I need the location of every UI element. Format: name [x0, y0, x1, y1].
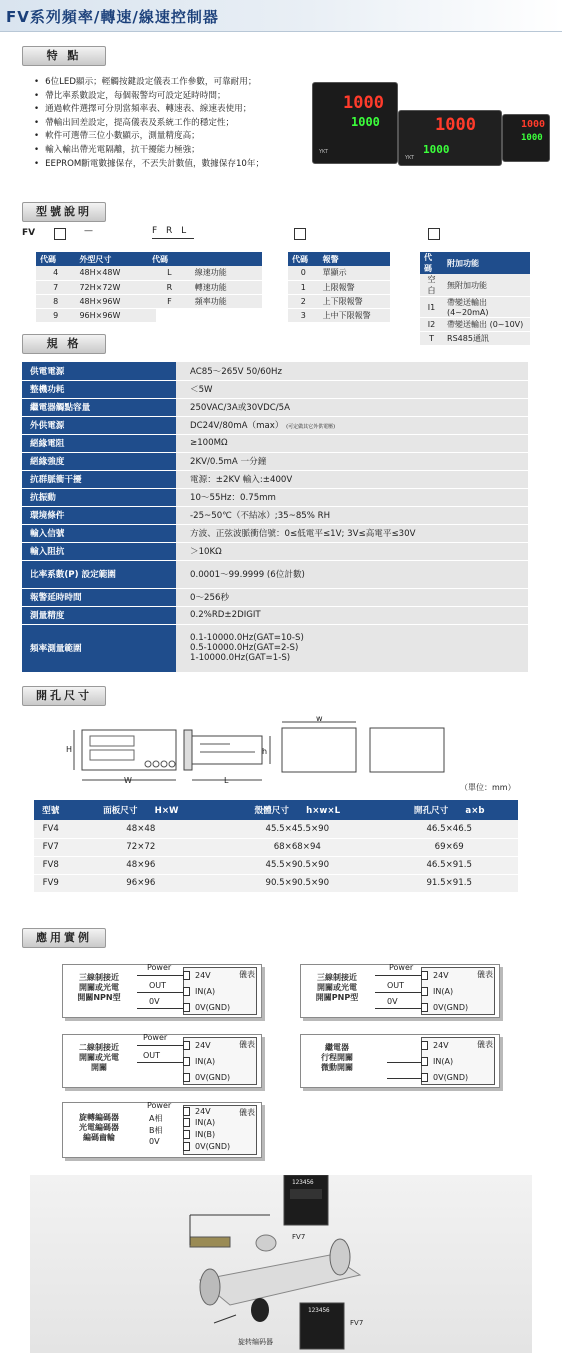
fv7-label-top: FV7	[292, 1233, 306, 1241]
spec-value	[176, 452, 528, 470]
feature-item: • 帶比率系數設定，每個報警均可設定延時時間；	[34, 90, 314, 104]
table-cell: 48×48	[67, 820, 214, 838]
spec-value	[176, 542, 528, 560]
table-row	[288, 280, 390, 294]
table-cell: R	[148, 280, 191, 294]
dim-label-h: h	[262, 747, 268, 756]
table-row	[36, 294, 156, 308]
meter-label: 儀表	[239, 1108, 255, 1117]
table-cell: 72×72	[67, 838, 214, 856]
section-model-title: 型號說明	[22, 202, 106, 222]
power-label: Power	[147, 1101, 172, 1110]
spec-row	[22, 452, 528, 470]
ov-label: 0V	[387, 997, 398, 1006]
table-cell: 2	[288, 294, 319, 308]
spec-value	[176, 560, 528, 588]
table-row	[34, 838, 518, 856]
table-cell: 0	[288, 266, 319, 280]
spec-value	[176, 624, 528, 672]
page-title: FV系列頻率/轉速/線速控制器	[6, 8, 219, 26]
model-box-alarm	[294, 228, 306, 240]
spec-value-text: AC85～265V 50/60Hz	[190, 366, 283, 377]
spec-key: 頻率測量範圍	[22, 624, 176, 672]
table-cell: 46.5×46.5	[380, 820, 518, 838]
table-cell: 46.5×91.5	[380, 856, 518, 874]
pin-in-a: IN(A)	[195, 1118, 216, 1127]
section-spec-title: 規 格	[22, 334, 106, 354]
table-cell: 單顯示	[319, 266, 390, 280]
pin-24v: 24V	[433, 971, 449, 980]
spec-row	[22, 488, 528, 506]
device-display-red: 1000	[435, 115, 476, 135]
table-cell: 3	[288, 308, 319, 322]
table-row	[420, 318, 530, 332]
table-header-row	[34, 800, 518, 820]
fv7-display-bottom: 123456	[308, 1307, 330, 1314]
table-cell: I2	[420, 318, 443, 332]
spec-value-text: -25~50℃（不結冰）;35~85% RH	[190, 511, 331, 521]
table-header-cell: 型號	[34, 800, 67, 820]
table-cell: 90.5×90.5×90	[214, 874, 380, 892]
ov-label: 0V	[149, 997, 160, 1006]
spec-value	[176, 524, 528, 542]
table-cell: 96×96	[67, 874, 214, 892]
device-display-red: 1000	[343, 93, 384, 113]
spec-key: 輸入信號	[22, 524, 176, 542]
spec-row	[22, 588, 528, 606]
spec-value	[176, 606, 528, 624]
table-header-cell: 附加功能	[443, 252, 530, 274]
table-cell: 48×96	[67, 856, 214, 874]
meter-label: 儀表	[477, 970, 493, 979]
source-label: 繼電器 行程開關 微動開關	[321, 1043, 353, 1072]
table-cell: 45.5×90.5×90	[214, 856, 380, 874]
spec-note: (可定做其它外供電壓)	[286, 424, 336, 430]
table-cell: 72H×72W	[75, 280, 156, 294]
pin-gnd: 0V(GND)	[433, 1003, 469, 1012]
spec-key: 抗振動	[22, 488, 176, 506]
table-cell: 91.5×91.5	[380, 874, 518, 892]
model-dash: —	[84, 226, 93, 236]
pin-24v: 24V	[195, 1041, 211, 1050]
spec-key: 抗群脈衝干擾	[22, 470, 176, 488]
spec-key: 絕緣強度	[22, 452, 176, 470]
spec-value-text: DC24V/80mA（max）	[190, 421, 284, 431]
table-cell: 4	[36, 266, 75, 280]
spec-value	[176, 470, 528, 488]
device-display-green: 1000	[521, 133, 543, 143]
table-cell: 69×69	[380, 838, 518, 856]
power-label: Power	[147, 963, 172, 972]
table-header-row	[420, 252, 530, 274]
b-phase-label: B相	[149, 1126, 163, 1135]
out-label: OUT	[387, 981, 405, 990]
table-cell: T	[420, 332, 443, 346]
table-cell: 上下限報警	[319, 294, 390, 308]
table-row	[420, 274, 530, 297]
table-row	[36, 266, 156, 280]
table-row	[34, 820, 518, 838]
spec-value-text: 0.0001～99.9999 (6位計數)	[190, 570, 305, 580]
table-cell: 9	[36, 308, 75, 322]
table-header-cell: 報警	[319, 252, 390, 266]
pin-gnd: 0V(GND)	[195, 1073, 231, 1082]
table-cell: 45.5×45.5×90	[214, 820, 380, 838]
pin-in-b: IN(B)	[195, 1130, 216, 1139]
table-header-cell	[191, 252, 262, 266]
spec-value	[176, 362, 528, 380]
table-header-row	[288, 252, 390, 266]
encoder-label: 旋转编码器	[238, 1338, 273, 1346]
spec-value-text: 0.1-10000.0Hz(GAT=10-S) 0.5-10000.0Hz(GAT=2-S) 1-10000.0Hz(GAT=1-S)	[190, 633, 304, 663]
power-label: Power	[143, 1033, 168, 1042]
model-func-table	[148, 252, 262, 309]
table-row	[36, 308, 156, 322]
pin-in-a: IN(A)	[433, 987, 454, 996]
table-cell: 轉速功能	[191, 280, 262, 294]
table-cell: FV8	[34, 856, 67, 874]
machine-illustration	[30, 1175, 532, 1353]
model-size-table	[36, 252, 156, 323]
device-brand: YKT	[405, 155, 414, 161]
pin-24v: 24V	[195, 971, 211, 980]
device-image-wide	[398, 110, 502, 166]
feature-item: • 通過軟件選擇可分別當頻率表、轉速表、線速表使用；	[34, 103, 314, 117]
application-photo	[30, 1175, 532, 1353]
section-features-title: 特 點	[22, 46, 106, 66]
spec-value-text: 10～55Hz：0.75mm	[190, 493, 276, 503]
feature-item: • 輸入輸出帶光電隔離，抗干擾能力極強；	[34, 144, 314, 158]
spec-value	[176, 380, 528, 398]
spec-key: 供電電源	[22, 362, 176, 380]
spec-value-text: 0.2%RD±2DIGIT	[190, 610, 261, 620]
model-letter-underline	[152, 238, 194, 239]
table-row	[36, 280, 156, 294]
table-row	[34, 856, 518, 874]
section-dimension-title: 開孔尺寸	[22, 686, 106, 706]
table-header-cell: 開孔尺寸 a×b	[380, 800, 518, 820]
fv7-display-top: 123456	[292, 1179, 314, 1186]
table-cell: 96H×96W	[75, 308, 156, 322]
table-cell: 線速功能	[191, 266, 262, 280]
dimension-table	[34, 800, 518, 893]
table-cell: 空白	[420, 274, 443, 297]
meter-label: 儀表	[477, 1040, 493, 1049]
dim-label-w: w	[316, 714, 323, 723]
spec-row	[22, 416, 528, 434]
table-cell: 48H×48W	[75, 266, 156, 280]
table-cell: F	[148, 294, 191, 308]
table-cell: 頻率功能	[191, 294, 262, 308]
model-letters: F R L	[152, 226, 190, 236]
table-cell: 帶變送輸出 (4~20mA)	[443, 297, 530, 318]
model-box-size	[54, 228, 66, 240]
dim-label-L: L	[224, 776, 229, 785]
wiring-two-wire	[62, 1034, 262, 1088]
spec-row	[22, 524, 528, 542]
table-row	[148, 266, 262, 280]
feature-item: • 6位LED顯示；輕觸按鍵設定儀表工作參數，可靠耐用；	[34, 76, 314, 90]
feature-item: • EEPROM斷電數據保存，不丟失計數值，數據保存10年；	[34, 158, 314, 172]
spec-key: 輸入阻抗	[22, 542, 176, 560]
table-cell: 48H×96W	[75, 294, 156, 308]
model-prefix: FV	[22, 228, 36, 238]
table-cell: RS485通訊	[443, 332, 530, 346]
meter-label: 儀表	[239, 970, 255, 979]
a-phase-label: A相	[149, 1114, 163, 1123]
spec-row	[22, 434, 528, 452]
spec-value-text: 2KV/0.5mA 一分鐘	[190, 457, 267, 467]
model-alarm-table	[288, 252, 390, 323]
device-display-red: 1000	[521, 119, 546, 130]
spec-row	[22, 624, 528, 672]
spec-value-text: 0～256秒	[190, 593, 230, 603]
pin-in-a: IN(A)	[195, 987, 216, 996]
spec-value-text: 方波、正弦波脈衝信號：0≤低電平≤1V; 3V≤高電平≤30V	[190, 529, 416, 539]
table-header-row	[148, 252, 262, 266]
table-header-cell: 面板尺寸 H×W	[67, 800, 214, 820]
pin-gnd: 0V(GND)	[195, 1003, 231, 1012]
pin-gnd: 0V(GND)	[433, 1073, 469, 1082]
spec-value-text: 電源：±2KV 輸入:±400V	[190, 475, 293, 485]
spec-row	[22, 470, 528, 488]
meter-label: 儀表	[239, 1040, 255, 1049]
wiring-npn	[62, 964, 262, 1018]
spec-row	[22, 398, 528, 416]
table-header-row	[36, 252, 156, 266]
table-cell: 上中下限報警	[319, 308, 390, 322]
wiring-relay	[300, 1034, 500, 1088]
model-extra-table	[420, 252, 530, 346]
spec-row	[22, 506, 528, 524]
table-row	[288, 308, 390, 322]
source-label: 三線制接近 開關或光電 開關PNP型	[315, 973, 359, 1002]
dim-label-H: H	[66, 745, 73, 754]
table-row	[148, 280, 262, 294]
device-display-green: 1000	[423, 143, 450, 156]
table-cell: I1	[420, 297, 443, 318]
table-cell: 8	[36, 294, 75, 308]
spec-key: 整機功耗	[22, 380, 176, 398]
spec-value	[176, 416, 528, 434]
fv7-label-bottom: FV7	[350, 1319, 364, 1327]
source-label: 三線制接近 開關或光電 開關NPN型	[77, 973, 121, 1002]
table-cell: FV9	[34, 874, 67, 892]
table-cell: 無附加功能	[443, 274, 530, 297]
spec-row	[22, 362, 528, 380]
table-cell: 68×68×94	[214, 838, 380, 856]
table-header-cell: 殼體尺寸 h×w×L	[214, 800, 380, 820]
device-image-large	[312, 82, 398, 164]
device-brand: YKT	[319, 149, 328, 155]
device-display-green: 1000	[351, 115, 380, 129]
spec-value	[176, 506, 528, 524]
spec-table	[22, 362, 528, 673]
spec-row	[22, 542, 528, 560]
table-cell: 帶變送輸出 (0~10V)	[443, 318, 530, 332]
wiring-pnp	[300, 964, 500, 1018]
feature-list	[34, 76, 314, 171]
spec-value	[176, 488, 528, 506]
spec-key: 絕緣電阻	[22, 434, 176, 452]
spec-value	[176, 398, 528, 416]
table-row	[420, 297, 530, 318]
table-header-cell: 代碼	[420, 252, 443, 274]
ov-label: 0V	[149, 1137, 160, 1146]
out-label: OUT	[143, 1051, 161, 1060]
table-header-cell: 代碼	[288, 252, 319, 266]
spec-key: 報警延時時間	[22, 588, 176, 606]
table-cell: 上限報警	[319, 280, 390, 294]
pin-24v: 24V	[195, 1107, 211, 1116]
source-label: 二線制接近 開關或光電 開關	[79, 1043, 119, 1072]
spec-key: 繼電器觸點容量	[22, 398, 176, 416]
section-application-title: 應用實例	[22, 928, 106, 948]
pin-in-a: IN(A)	[433, 1057, 454, 1066]
table-cell: FV7	[34, 838, 67, 856]
table-cell: 7	[36, 280, 75, 294]
page-header	[0, 0, 562, 32]
spec-row	[22, 560, 528, 588]
table-cell: 1	[288, 280, 319, 294]
spec-value-text: 250VAC/3A或30VDC/5A	[190, 403, 290, 413]
dim-label-W: W	[124, 776, 132, 785]
table-row	[288, 294, 390, 308]
pin-in-a: IN(A)	[195, 1057, 216, 1066]
spec-row	[22, 606, 528, 624]
spec-key: 環境條件	[22, 506, 176, 524]
table-row	[420, 332, 530, 346]
device-image-small	[502, 114, 550, 162]
spec-value	[176, 434, 528, 452]
spec-value	[176, 588, 528, 606]
table-row	[34, 874, 518, 892]
table-header-cell: 代碼	[36, 252, 75, 266]
table-cell: L	[148, 266, 191, 280]
source-label: 旋轉編碼器 光電編碼器 編碼齒輪	[79, 1113, 119, 1142]
spec-value-text: ＜5W	[190, 385, 213, 395]
table-row	[148, 294, 262, 308]
out-label: OUT	[149, 981, 167, 990]
pin-24v: 24V	[433, 1041, 449, 1050]
table-cell: FV4	[34, 820, 67, 838]
table-header-cell: 外型尺寸	[75, 252, 156, 266]
spec-value-text: ＞10KΩ	[190, 547, 222, 557]
wiring-encoder	[62, 1102, 262, 1158]
table-header-cell: 代碼	[148, 252, 191, 266]
feature-item: • 帶輸出回差設定，提高儀表及系統工作的穩定性；	[34, 117, 314, 131]
spec-key: 比率系數(P) 設定範圍	[22, 560, 176, 588]
spec-key: 測量精度	[22, 606, 176, 624]
spec-row	[22, 380, 528, 398]
spec-value-text: ≥100MΩ	[190, 438, 228, 448]
spec-key: 外供電源	[22, 416, 176, 434]
table-row	[288, 266, 390, 280]
power-label: Power	[389, 963, 414, 972]
model-box-extra	[428, 228, 440, 240]
pin-gnd: 0V(GND)	[195, 1142, 231, 1151]
unit-note: （單位：mm）	[460, 783, 516, 792]
feature-item: • 軟件可選帶三位小數顯示，測量精度高；	[34, 130, 314, 144]
